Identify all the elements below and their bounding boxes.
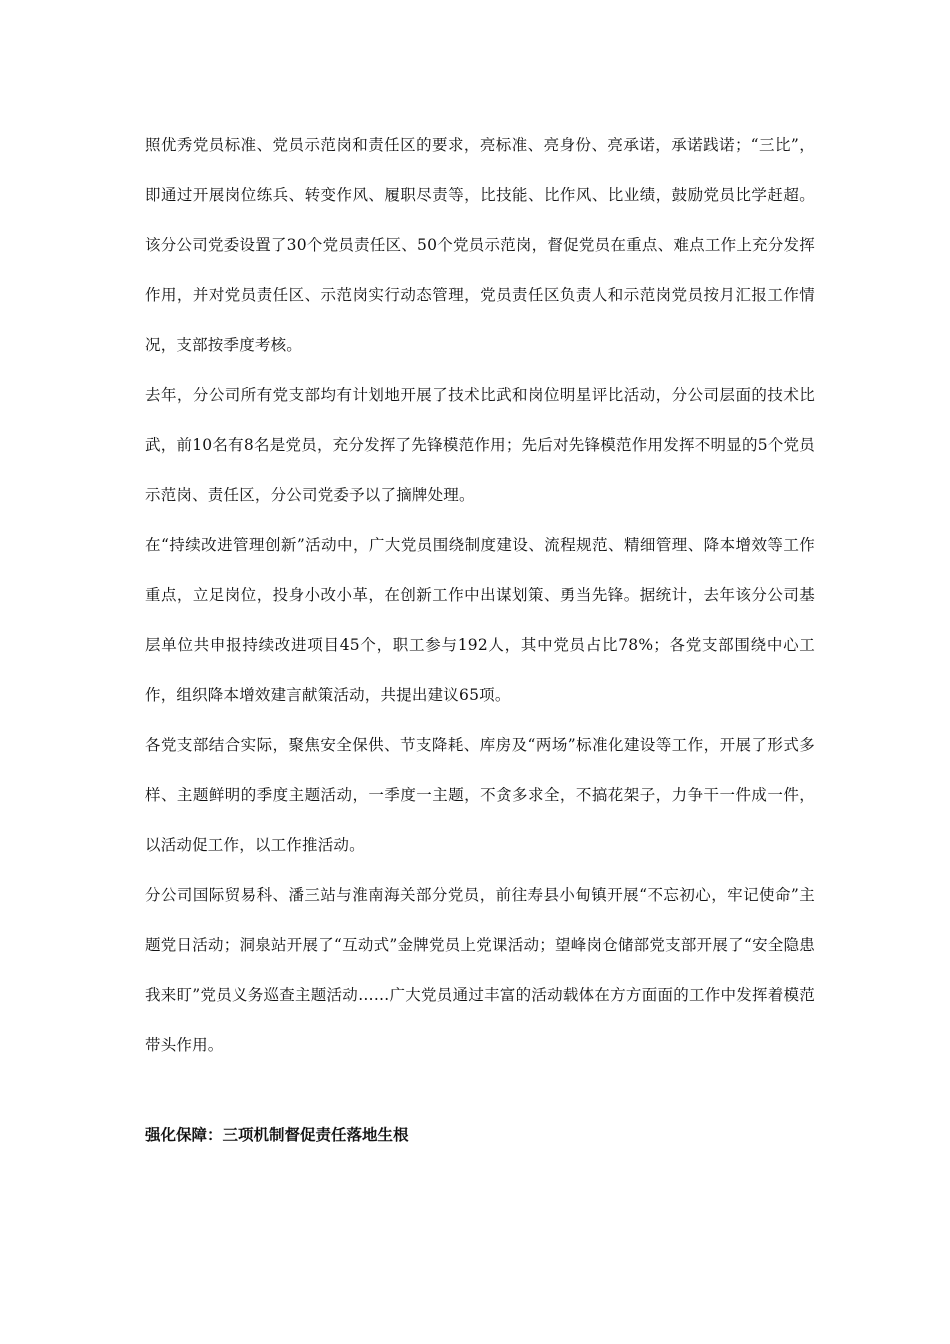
paragraph-innovation: 在“持续改进管理创新”活动中，广大党员围绕制度建设、流程规范、精细管理、降本增效等工作重点，立足岗位，投身小改小革，在创新工作中出谋划策、勇当先锋。据统计，去年该分公司基层单位共申报持续改进项目45个，职工参与192人，其中党员占比78%；各党支部围绕中心工作，组织降本增效建言献策活动，共提出建议65项。 (145, 536, 815, 704)
paragraph-commitment: 照优秀党员标准、党员示范岗和责任区的要求，亮标准、亮身份、亮承诺，承诺践诺；“三比”，即通过开展岗位练兵、转变作风、履职尽责等，比技能、比作风、比业绩，鼓励党员比学赶超。该分公司党委设置了30个党员责任区、50个党员示范岗，督促党员在重点、难点工作上充分发挥作用，并对党员责任区、示范岗实行动态管理，党员责任区负责人和示范岗党员按月汇报工作情况，支部按季度考核。 (145, 136, 815, 354)
paragraph-party-day: 分公司国际贸易科、潘三站与淮南海关部分党员，前往寿县小甸镇开展“不忘初心，牢记使命”主题党日活动；洞泉站开展了“互动式”金牌党员上党课活动；望峰岗仓储部党支部开展了“安全隐患我来盯”党员义务巡查主题活动……广大党员通过丰富的活动载体在方方面面的工作中发挥着模范带头作用。 (145, 886, 815, 1054)
paragraph-themed-activities: 各党支部结合实际，聚焦安全保供、节支降耗、库房及“两场”标准化建设等工作，开展了形式多样、主题鲜明的季度主题活动，一季度一主题，不贪多求全，不搞花架子，力争干一件成一件，以活动促工作，以工作推活动。 (145, 736, 815, 854)
paragraph-skills-competition: 去年，分公司所有党支部均有计划地开展了技术比武和岗位明星评比活动，分公司层面的技术比武，前10名有8名是党员，充分发挥了先锋模范作用；先后对先锋模范作用发挥不明显的5个党员示范岗、责任区，分公司党委予以了摘牌处理。 (145, 386, 815, 504)
document-body (145, 120, 815, 1070)
section-heading: 强化保障：三项机制督促责任落地生根 (145, 1126, 409, 1144)
